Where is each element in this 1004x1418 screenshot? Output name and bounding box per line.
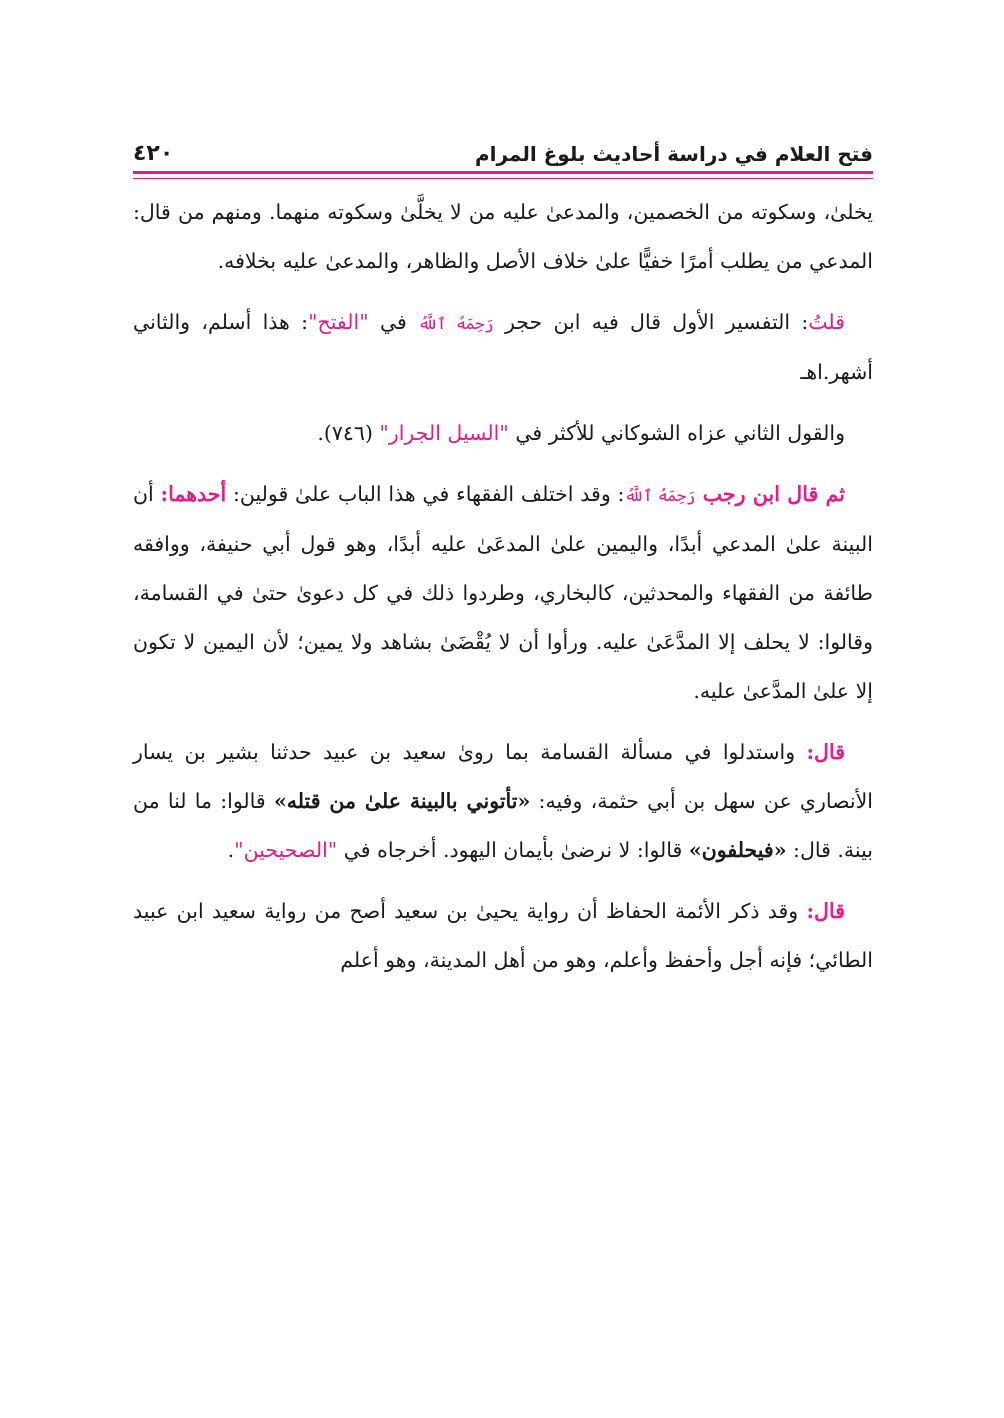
qultu-label: قلتُ — [808, 310, 845, 334]
page-number: ٤٢٠ — [133, 141, 174, 166]
book-reference: "الفتح" — [308, 310, 369, 334]
honorific-glyph: رَحِمَهُ ٱللَّهُ — [624, 486, 696, 505]
paragraph-text: قالوا: لا نرضىٰ بأيمان اليهود. أخرجاه في — [337, 838, 689, 862]
paragraph-text: في — [368, 310, 419, 334]
paragraph-text: أن البينة علىٰ المدعي أبدًا، واليمين علىٰ المدعَىٰ عليه أبدًا، وهو قول أبي حنيفة، ووافقه طائفة من الفقهاء والمحدثين، كالبخاري، وطردوا ذلك في كل دعوىٰ حتىٰ في القسامة، وقالوا: لا يحلف إلا المدَّعَىٰ عليه. ورأوا أن لا يُقْضَىٰ بشاهد ولا يمين؛ لأن اليمين لا تكون إلا علىٰ المدَّعىٰ عليه. — [133, 482, 873, 703]
paragraph-6 — [133, 887, 873, 985]
paragraph-text: قالوا: ما لنا من بينة. قال: — [133, 789, 873, 862]
paragraph-4 — [133, 470, 873, 716]
book-reference: "الصحيحين" — [234, 838, 338, 862]
paragraph-5 — [133, 728, 873, 875]
paragraph-text: : التفسير الأول قال فيه ابن حجر — [493, 310, 809, 334]
paragraph-text: وقد ذكر الأئمة الحفاظ أن رواية يحيىٰ بن سعيد أصح من رواية سعيد ابن عبيد الطائي؛ فإنه أجل وأحفظ وأعلم، وهو من أهل المدينة، وهو أعلم — [133, 899, 873, 972]
honorific-glyph: رَحِمَهُ ٱللَّهُ — [418, 314, 494, 333]
paragraph-text: والقول الثاني عزاه الشوكاني للأكثر في — [508, 421, 845, 445]
header-rule-thick — [133, 171, 873, 174]
opinion-label: أحدهما: — [160, 482, 227, 506]
paragraph-text: : هذا أسلم، والثاني أشهر.اهـ — [133, 310, 873, 384]
paragraph-text: واستدلوا في مسألة القسامة بما روىٰ سعيد بن عبيد حدثنا بشير بن يسار الأنصاري عن سهل بن أبي حثمة، وفيه: — [133, 740, 873, 813]
paragraph-text: . — [227, 838, 235, 862]
hadith-quote: «فيحلفون» — [688, 838, 787, 862]
speaker-label: قال: — [806, 899, 845, 923]
page-body — [133, 188, 873, 985]
page-header — [133, 122, 873, 166]
paragraph-text: (٧٤٦). — [317, 421, 380, 445]
paragraph-1 — [133, 188, 873, 286]
header-rule-thin — [133, 178, 873, 179]
book-title: فتح العلام في دراسة أحاديث بلوغ المرام — [474, 142, 873, 166]
speaker-label: ثم قال ابن رجب — [695, 482, 845, 506]
paragraph-text: يخلىٰ، وسكوته من الخصمين، والمدعىٰ عليه من لا يخلَّىٰ وسكوته منهما. ومنهم من قال: المدعي من يطلب أمرًا خفيًّا علىٰ خلاف الأصل والظاهر، والمدعىٰ عليه بخلافه. — [133, 200, 873, 273]
speaker-label: قال: — [806, 740, 845, 764]
book-reference: "السيل الجرار" — [379, 421, 509, 445]
hadith-quote: «تأتوني بالبينة علىٰ من قتله» — [273, 789, 531, 813]
paragraph-3 — [133, 409, 873, 458]
paragraph-2 — [133, 298, 873, 397]
paragraph-text: : وقد اختلف الفقهاء في هذا الباب علىٰ قولين: — [226, 482, 625, 506]
